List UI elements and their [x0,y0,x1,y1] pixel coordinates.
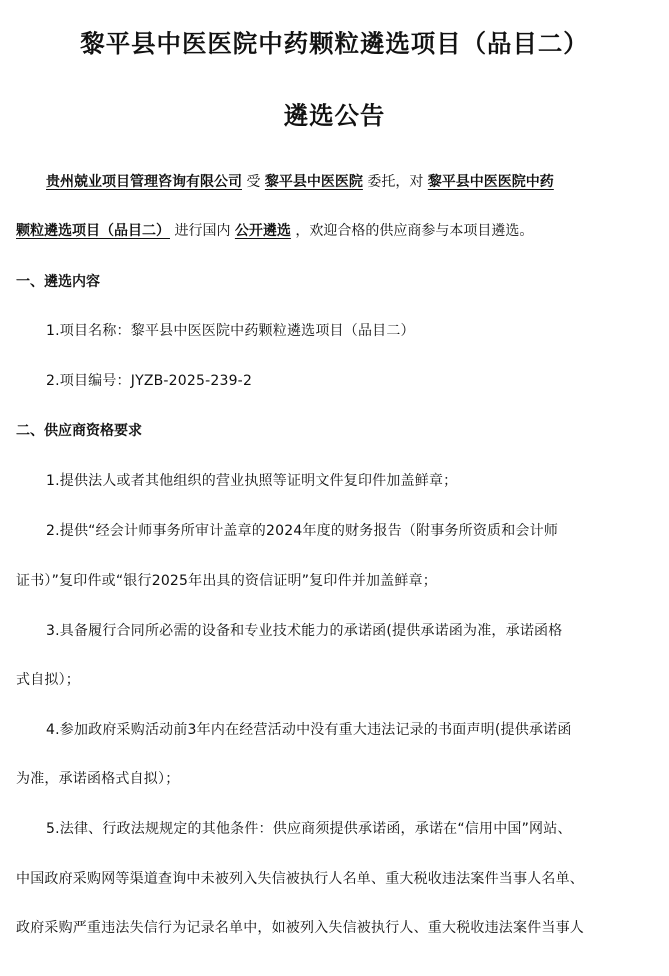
requirement-1: 1.提供法人或者其他组织的营业执照等证明文件复印件加盖鲜章； [46,473,458,489]
agency-name: 贵州兢业项目管理咨询有限公司 [46,174,242,190]
requirement-5-line-2: 中国政府采购网等渠道查询中未被列入失信被执行人名单、重大税收违法案件当事人名单、 [16,871,584,887]
intro-text-entrust: 委托，对 [367,174,424,190]
requirement-4-line-2: 为准，承诺函格式自拟）； [16,771,180,787]
requirement-5-line-1: 5.法律、行政法规规定的其他条件：供应商须提供承诺函，承诺在“信用中国”网站、 [46,821,572,837]
project-name-item: 1.项目名称：黎平县中医医院中药颗粒遴选项目（品目二） [46,323,415,339]
intro-line-1 [46,172,554,192]
requirement-2-line-1: 2.提供“经会计师事务所审计盖章的2024年度的财务报告（附事务所资质和会计师 [46,523,559,539]
intro-text-welcome: ，欢迎合格的供应商参与本项目遴选。 [295,223,534,239]
procurement-method: 公开遴选 [234,223,291,239]
project-name-part2: 颗粒遴选项目（品目二） [16,223,170,239]
requirement-3-line-1: 3.具备履行合同所必需的设备和专业技术能力的承诺函(提供承诺函为准，承诺函格 [46,623,563,639]
intro-text-domestic: 进行国内 [174,223,231,239]
page-title: 黎平县中医医院中药颗粒遴选项目（品目二） [80,29,589,58]
intro-text-accepts: 受 [246,174,261,190]
page-subtitle: 遴选公告 [283,101,386,130]
client-name: 黎平县中医医院 [264,174,363,190]
project-number-item: 2.项目编号：JYZB-2025-239-2 [46,373,253,389]
requirement-4-line-1: 4.参加政府采购活动前3年内在经营活动中没有重大违法记录的书面声明(提供承诺函 [46,722,572,738]
project-name-part1: 黎平县中医医院中药 [427,174,554,190]
section-heading-content: 一、遴选内容 [16,274,100,290]
requirement-3-line-2: 式自拟）； [16,672,80,688]
intro-line-2 [16,221,533,241]
requirement-2-line-2: 证书）”复印件或“银行2025年出具的资信证明”复印件并加盖鲜章； [16,573,437,589]
section-heading-requirements: 二、供应商资格要求 [16,423,142,439]
requirement-5-line-3: 政府采购严重违法失信行为记录名单中，如被列入失信被执行人、重大税收违法案件当事人 [16,920,584,936]
